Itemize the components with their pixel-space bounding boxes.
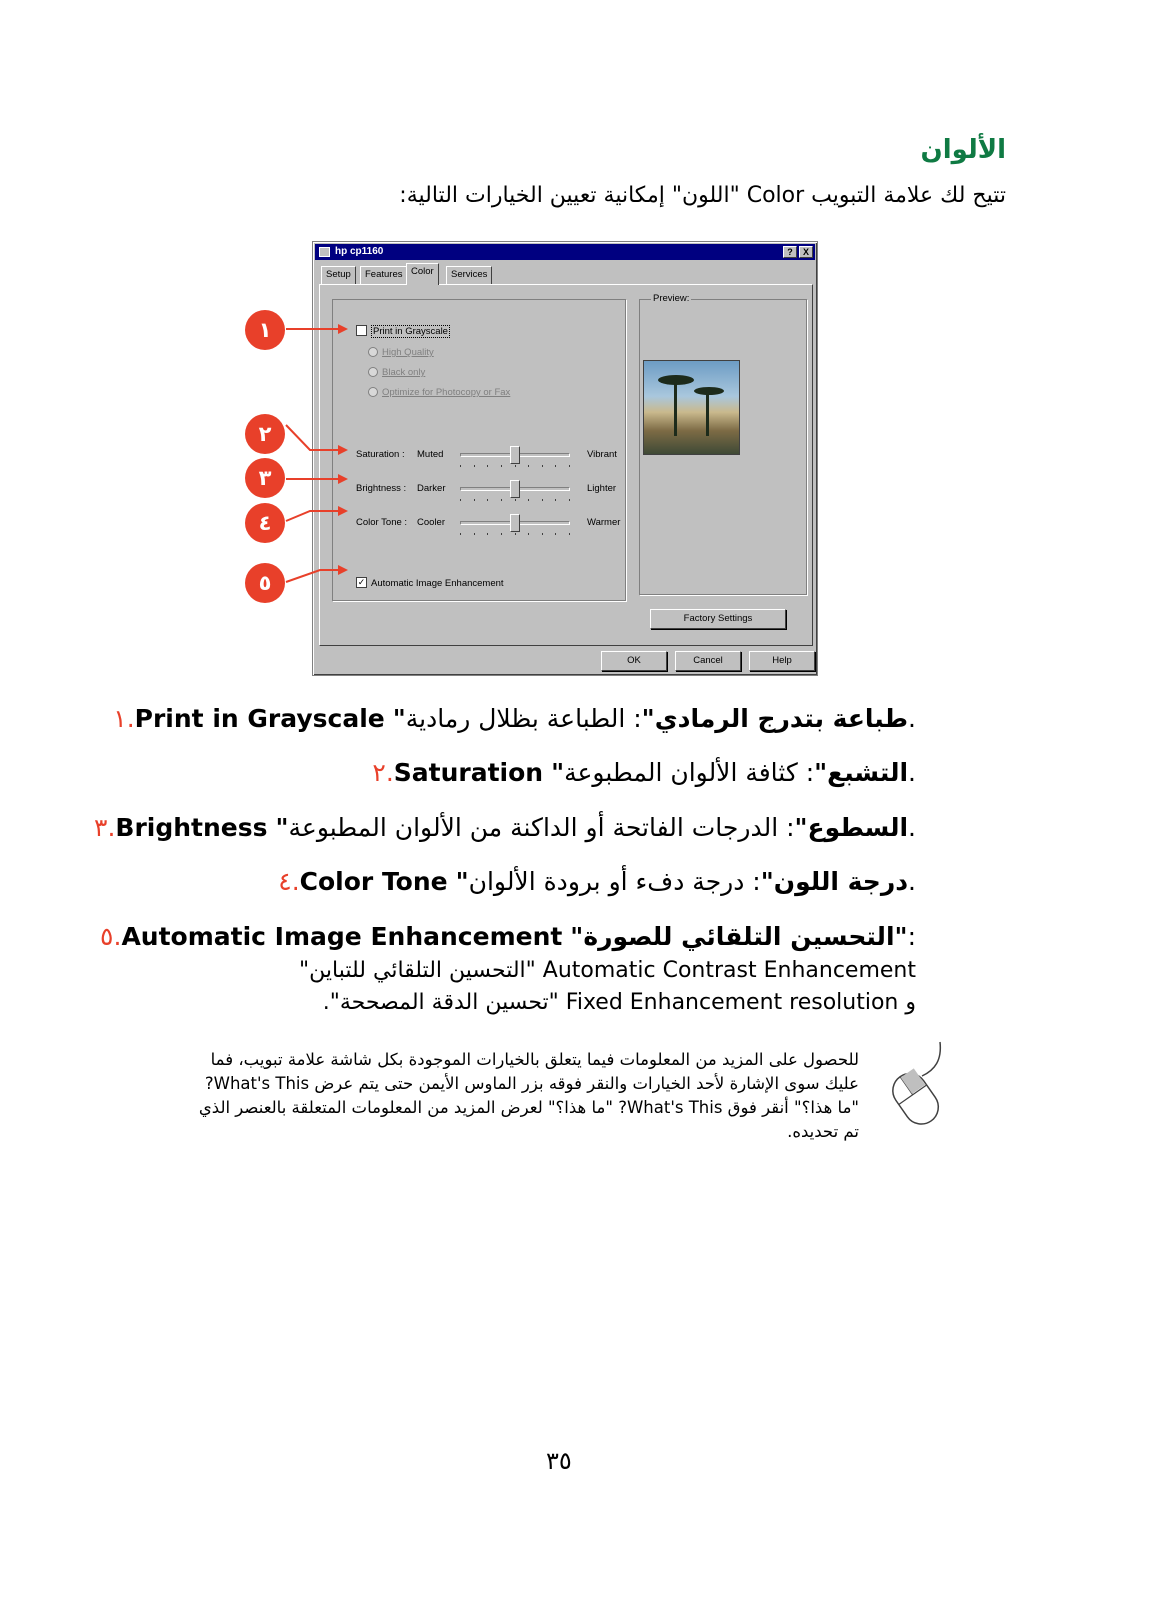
list-item — [101, 704, 916, 733]
saturation-min-label: Muted — [417, 449, 444, 460]
item-english: Automatic Image Enhancement — [121, 922, 563, 951]
saturation-max-label: Vibrant — [587, 449, 617, 460]
callout-1: ١ — [245, 310, 285, 350]
item-english: Print in Grayscale — [134, 704, 385, 733]
help-button[interactable]: Help — [749, 651, 815, 671]
item-arabic-title: "طباعة بتدرج الرمادي" — [392, 704, 909, 733]
tab-services[interactable]: Services — [446, 266, 492, 284]
color-tone-min-label: Cooler — [417, 517, 445, 528]
close-button[interactable]: X — [799, 246, 813, 258]
list-number: ٣. — [94, 813, 116, 842]
item5-subline-1: Automatic Contrast Enhancement "التحسين التلقائي للتباين" — [299, 958, 916, 983]
tab-color[interactable]: Color — [406, 263, 439, 285]
page-heading: الألوان — [920, 135, 1006, 165]
item-arabic-title: "التشبع" — [551, 758, 909, 787]
callout-2: ٢ — [245, 414, 285, 454]
color-tone-label: Color Tone : — [356, 517, 408, 528]
color-tone-max-label: Warmer — [587, 517, 621, 528]
optimize-fax-label: Optimize for Photocopy or Fax — [382, 387, 511, 398]
brightness-max-label: Lighter — [587, 483, 617, 494]
list-number: ٤. — [278, 867, 300, 896]
saturation-label: Saturation : — [356, 449, 405, 460]
item-description: : كثافة الألوان المطبوعة. — [564, 758, 916, 787]
list-number: ٢. — [372, 758, 394, 787]
preview-label: Preview: — [653, 293, 690, 304]
callout-5: ٥ — [245, 563, 285, 603]
tab-setup[interactable]: Setup — [321, 266, 356, 284]
item-description: : الدرجات الفاتحة أو الداكنة من الألوان المطبوعة. — [288, 813, 916, 842]
item-description: : الطباعة بظلال رمادية. — [405, 704, 916, 733]
auto-enhance-label[interactable]: Automatic Image Enhancement — [371, 578, 504, 589]
item-english: Brightness — [115, 813, 268, 842]
brightness-min-label: Darker — [417, 483, 446, 494]
item-description: : — [907, 922, 916, 951]
black-only-label: Black only — [382, 367, 426, 378]
item-english: Color Tone — [299, 867, 448, 896]
print-grayscale-label[interactable]: Print in Grayscale — [373, 326, 448, 337]
ok-button[interactable]: OK — [601, 651, 667, 671]
mouse-help-note: للحصول على المزيد من المعلومات فيما يتعلق بالخيارات الموجودة بكل شاشة علامة تبويب، فما عليك سوى الإشارة لأحد الخيارات والنقر فوقه بزر الماوس الأيمن حتى يتم عرض What's This? "ما هذا؟" أنقر فوق What's This? "ما هذا؟" لعرض المزيد من المعلومات المتعلقة بالعنصر الذي تم تحديده. — [198, 1050, 859, 1141]
tab-features[interactable]: Features — [360, 266, 408, 284]
list-item — [88, 922, 916, 951]
cancel-button[interactable]: Cancel — [675, 651, 741, 671]
help-title-button[interactable]: ? — [783, 246, 797, 258]
list-item — [360, 758, 916, 787]
list-item — [266, 867, 916, 896]
window-title: hp cp1160 — [335, 246, 384, 257]
factory-settings-button[interactable]: Factory Settings — [650, 609, 786, 629]
callout-3: ٣ — [245, 458, 285, 498]
item-english: Saturation — [393, 758, 544, 787]
brightness-label: Brightness : — [356, 483, 407, 494]
intro-text: تتيح لك علامة التبويب Color "اللون" إمكانية تعيين الخيارات التالية: — [399, 183, 1006, 208]
item-arabic-title: "درجة اللون" — [455, 867, 909, 896]
item-arabic-title: "التحسين التلقائي للصورة" — [570, 922, 908, 951]
list-number: ١. — [113, 704, 135, 733]
item-arabic-title: "السطوع" — [275, 813, 909, 842]
item5-subline-2: و Fixed Enhancement resolution "تحسين الدقة المصححة". — [322, 990, 916, 1015]
mouse-icon — [880, 1040, 960, 1130]
list-item — [82, 813, 916, 842]
callout-arrows — [0, 0, 1156, 700]
page-number: ٣٥ — [546, 1447, 572, 1475]
list-number: ٥. — [100, 922, 122, 951]
high-quality-label: High Quality — [382, 347, 434, 358]
item-description: : درجة دفء أو برودة الألوان. — [468, 867, 916, 896]
callout-4: ٤ — [245, 503, 285, 543]
auto-enhance-checkbox[interactable]: ✓ — [357, 577, 366, 587]
